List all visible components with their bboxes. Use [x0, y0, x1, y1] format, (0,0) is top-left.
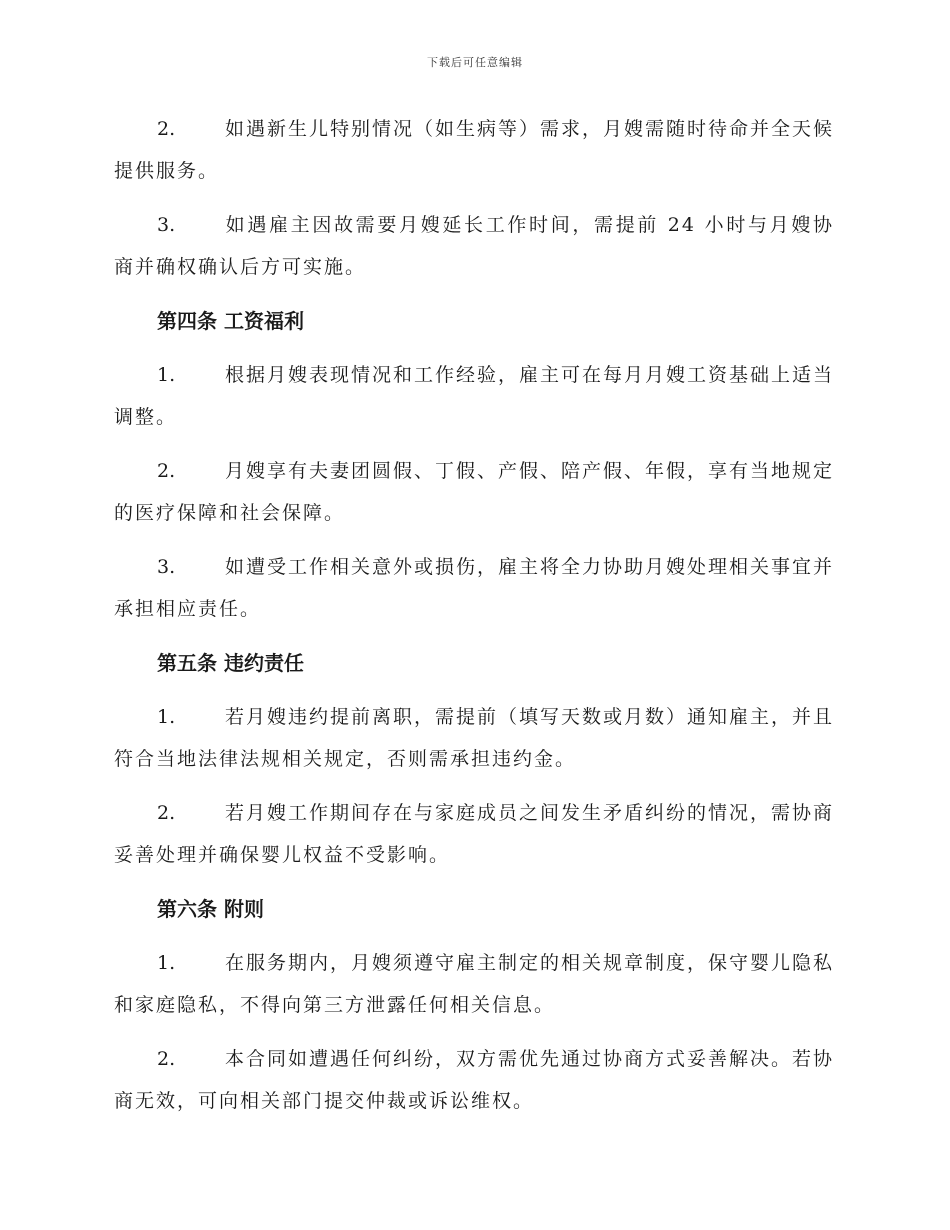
- section-heading: 第五条 违约责任: [157, 651, 304, 675]
- clause-number: 3.: [157, 214, 176, 236]
- clause-number: 1.: [157, 706, 176, 728]
- clause-text: 本合同如遭遇任何纠纷，双方需优先通过协商方式妥善解决。若协商无效，可向相关部门提交仲裁或诉讼维权。: [114, 1048, 835, 1112]
- clause-text: 如遭受工作相关意外或损伤，雇主将全力协助月嫂处理相关事宜并承担相应责任。: [114, 556, 835, 620]
- clause-text: 根据月嫂表现情况和工作经验，雇主可在每月月嫂工资基础上适当调整。: [114, 364, 835, 428]
- clause-item: [114, 942, 834, 1026]
- clause-text: 月嫂享有夫妻团圆假、丁假、产假、陪产假、年假，享有当地规定的医疗保障和社会保障。: [114, 460, 835, 524]
- clause-item: [114, 546, 834, 630]
- clause-item: [114, 204, 834, 288]
- page-header: 下载后可任意编辑: [427, 56, 523, 69]
- clause-number: 3.: [157, 556, 176, 578]
- document-body: [114, 108, 834, 1134]
- clause-item: [114, 792, 834, 876]
- clause-number: 2.: [157, 802, 176, 824]
- clause-text: 在服务期内，月嫂须遵守雇主制定的相关规章制度，保守婴儿隐私和家庭隐私，不得向第三方泄露任何相关信息。: [114, 952, 835, 1016]
- clause-number: 1.: [157, 364, 176, 386]
- section-heading: 第四条 工资福利: [157, 309, 304, 333]
- clause-item: [114, 108, 834, 192]
- clause-item: [114, 354, 834, 438]
- clause-item: [114, 1038, 834, 1122]
- section-heading: 第六条 附则: [157, 897, 264, 921]
- clause-text: 若月嫂违约提前离职，需提前（填写天数或月数）通知雇主，并且符合当地法律法规相关规定，否则需承担违约金。: [114, 706, 835, 770]
- clause-number: 2.: [157, 118, 176, 140]
- clause-item: [114, 450, 834, 534]
- clause-number: 1.: [157, 952, 176, 974]
- clause-text: 如遇新生儿特别情况（如生病等）需求，月嫂需随时待命并全天候提供服务。: [114, 118, 835, 182]
- clause-number: 2.: [157, 1048, 176, 1070]
- clause-number: 2.: [157, 460, 176, 482]
- clause-text: 若月嫂工作期间存在与家庭成员之间发生矛盾纠纷的情况，需协商妥善处理并确保婴儿权益不受影响。: [114, 802, 835, 866]
- clause-text: 如遇雇主因故需要月嫂延长工作时间，需提前 24 小时与月嫂协商并确权确认后方可实施。: [114, 214, 834, 278]
- clause-item: [114, 696, 834, 780]
